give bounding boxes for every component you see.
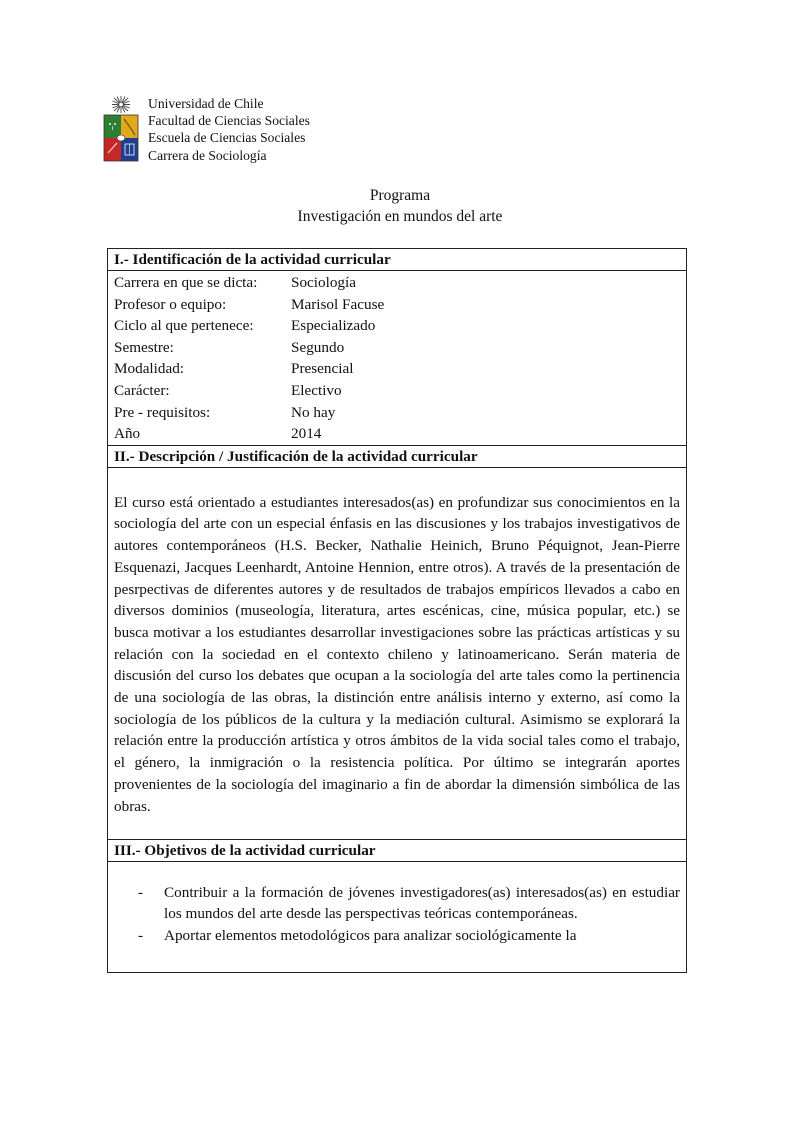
program-table (107, 248, 687, 973)
info-row-career (114, 272, 686, 294)
info-row-semester (114, 337, 686, 359)
info-value: Electivo (291, 381, 342, 399)
bullet-dash: - (138, 883, 144, 901)
description-paragraph: El curso está orientado a estudiantes interesados(as) en profundizar sus conocimientos en la sociología del arte con un especial énfasis en las discusiones y los trabajos investigativos de autores contemporáneos (H.S. Becker, Nathalie Heinich, Bruno Péquignot, Jean-Pierre Esquenazi, Jacques Leenhardt, Antoine Hennion, entre otros). A través de la presentación de pesrpectivas de diferentes autores y de resultados de trabajos empíricos llevados a cabo en diversos dominios (museología, literatura, artes escénicas, cine, música popular, etc.) se busca motivar a los estudiantes desarrollar investigaciones sobre las prácticas artísticas y su relación con la sociedad en el contexto chileno y latinoamericano. Serán materia de discusión del curso los debates que ocupan a la sociología del arte tales como la pertinencia de una sociología de las obras, la distinción entre análisis interno y externo, así como la sociología de los públicos de la cultura y la mediación cultural. Asimismo se explorará la relación entre la producción artística y otros ámbitos de la vida social tales como el trabajo, el género, la inmigración o la resistencia política. Por último se integrarán aportes provenientes de la sociología del imaginario a fin de abordar la dimensión simbólica de las obras. (114, 493, 680, 815)
description-body (108, 468, 686, 839)
objective-item (114, 925, 680, 947)
info-row-cycle (114, 315, 686, 337)
info-label: Pre - requisitos: (114, 403, 211, 421)
institution-header (100, 93, 142, 165)
info-label: Carácter: (114, 381, 170, 399)
bullet-dash: - (138, 927, 144, 945)
info-label: Profesor o equipo: (114, 295, 227, 313)
institution-lines (148, 95, 310, 164)
info-row-prerequisites (114, 402, 686, 424)
info-value: 2014 (291, 425, 322, 443)
objectives-list (114, 882, 680, 947)
info-label: Semestre: (114, 338, 174, 356)
info-value: Segundo (291, 338, 345, 356)
info-label: Modalidad: (114, 360, 185, 378)
course-title: Investigación en mundos del arte (297, 208, 503, 225)
info-row-character (114, 380, 686, 402)
university-crest-icon (100, 93, 142, 165)
info-value: Marisol Facuse (291, 295, 385, 313)
identification-info (108, 271, 686, 445)
university-name: Universidad de Chile (148, 96, 264, 111)
info-row-year (114, 423, 686, 445)
section-identification-heading: I.- Identificación de la actividad curricular (108, 249, 686, 271)
info-label: Ciclo al que pertenece: (114, 317, 254, 335)
section-objectives-heading: III.- Objetivos de la actividad curricular (108, 839, 686, 862)
document-type-title: Programa (369, 187, 431, 204)
objectives-body (108, 862, 686, 972)
info-row-modality (114, 358, 686, 380)
career-name: Carrera de Sociología (148, 147, 267, 163)
objective-text: Aportar elementos metodológicos para analizar sociológicamente la (164, 927, 577, 945)
info-value: Especializado (291, 317, 376, 335)
section-description-heading: II.- Descripción / Justificación de la actividad curricular (108, 445, 686, 468)
info-value: Presencial (291, 360, 354, 378)
info-row-professor (114, 294, 686, 316)
school-name: Escuela de Ciencias Sociales (148, 130, 306, 146)
info-label: Carrera en que se dicta: (114, 274, 258, 291)
info-value: No hay (291, 403, 336, 421)
info-value: Sociología (291, 274, 356, 291)
objective-item (114, 882, 680, 925)
document-titles (0, 185, 800, 227)
info-label: Año (114, 425, 141, 443)
objective-text: Contribuir a la formación de jóvenes investigadores(as) interesados(as) en estudiar los mundos del arte desde las perspectivas teóricas contemporáneas. (164, 883, 680, 923)
faculty-name: Facultad de Ciencias Sociales (148, 113, 310, 129)
